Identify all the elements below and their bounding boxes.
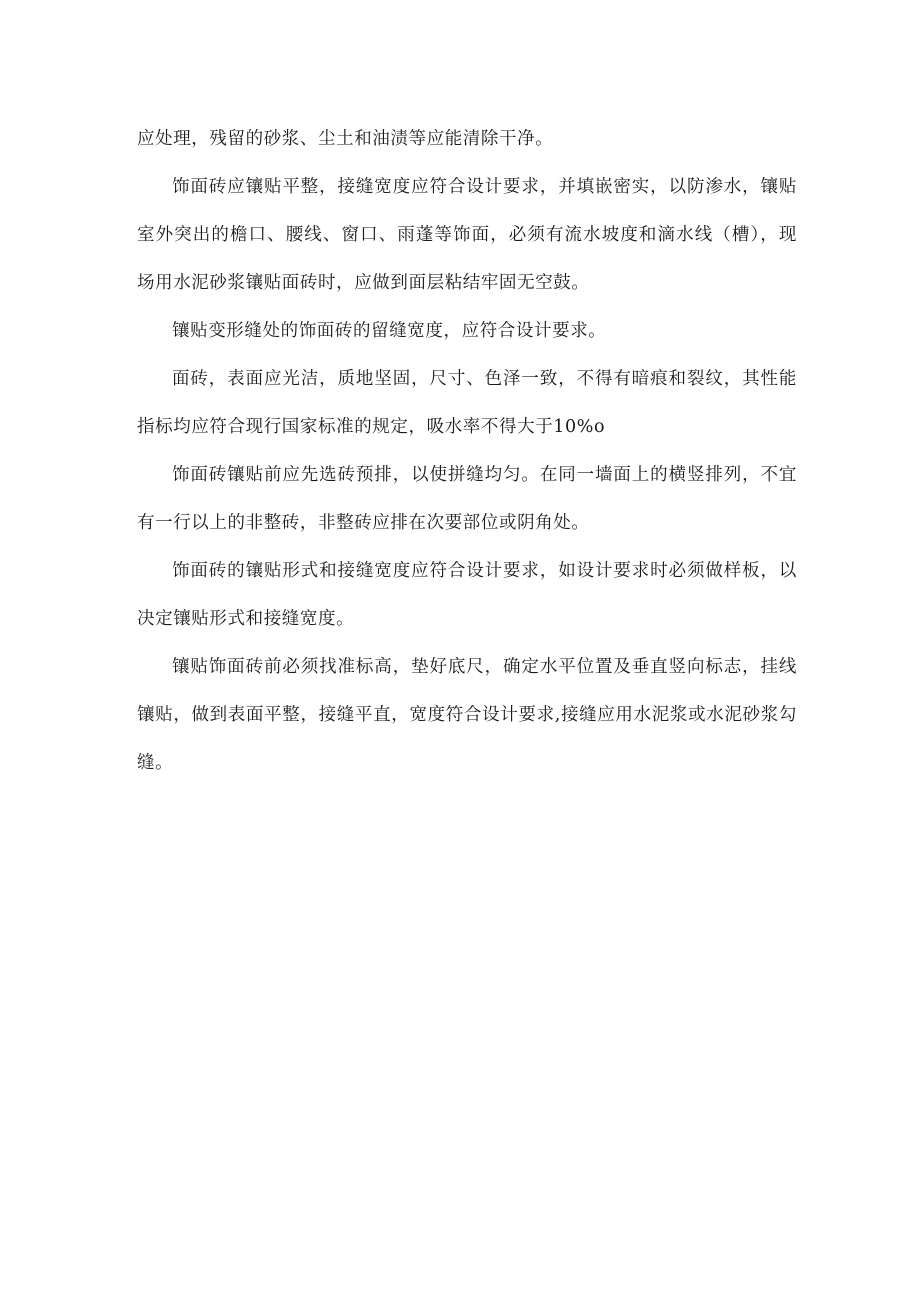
- paragraph-expansion-joint: 镶贴变形缝处的饰面砖的留缝宽度，应符合设计要求。: [172, 321, 607, 341]
- paragraph-cleaning: 应处理，残留的砂浆、尘土和油渍等应能清除干净。: [137, 129, 554, 149]
- paragraph-pre-arrangement: 饰面砖镶贴前应先选砖预排，以使拼缝均匀。在同一墙面上的横竖排列，不宜有一行以上的非整砖，非整砖应排在次要部位或阴角处。: [137, 465, 797, 533]
- paragraph-tile-laying: 饰面砖应镶贴平整，接缝宽度应符合设计要求，并填嵌密实，以防渗水，镶贴室外突出的檐口、腰线、窗口、雨蓬等饰面，必须有流水坡度和滴水线（槽），现场用水泥砂浆镶贴面砖时，应做到面层粘结牢固无空鼓。: [137, 177, 797, 293]
- paragraph-sample-board: 饰面砖的镶贴形式和接缝宽度应符合设计要求，如设计要求时必须做样板，以决定镶贴形式和接缝宽度。: [137, 561, 797, 629]
- paragraph-leveling: 镶贴饰面砖前必须找准标高，垫好底尺，确定水平位置及垂直竖向标志，挂线镶贴，做到表面平整，接缝平直，宽度符合设计要求,接缝应用水泥浆或水泥砂浆勾缝。: [137, 657, 797, 773]
- paragraph-tile-quality: 面砖，表面应光洁，质地坚固，尺寸、色泽一致，不得有暗痕和裂纹，其性能指标均应符合现行国家标准的规定，吸水率不得大于10%o: [137, 369, 797, 437]
- document-body: [137, 115, 797, 787]
